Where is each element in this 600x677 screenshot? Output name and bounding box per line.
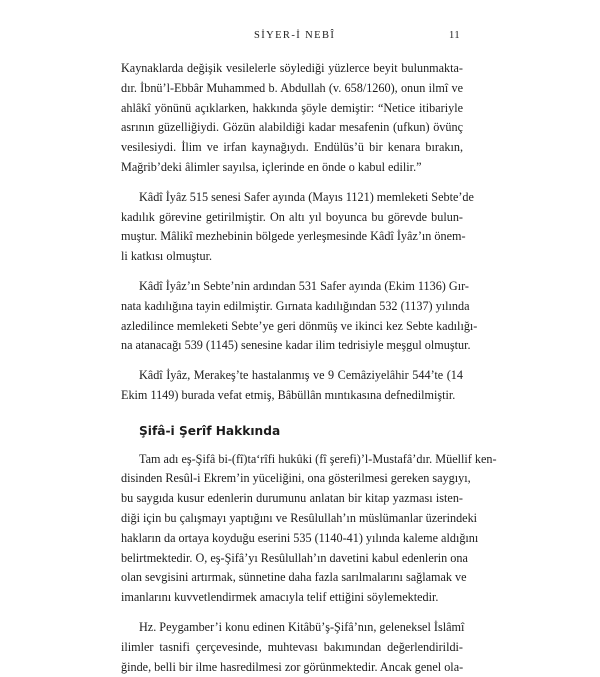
text-line: Hz. Peygamber’i konu edinen Kitâbü’ş-Şifâ’nın, geleneksel İslâmî (139, 619, 465, 634)
text-line: ğinde, belli bir ilme hasredilmesi zor görünmektedir. Ancak genel ola- (121, 659, 464, 674)
text-line: na atanacağı 539 (1145) senesine kadar ilim tedrisiyle meşgul olmuştur. (121, 338, 471, 353)
paragraph (121, 59, 463, 178)
text-line: Mağrib’deki âlimler sayılsa, içlerinde en önde o kabul edilir.” (121, 159, 422, 174)
section-title: Şifâ-i Şerîf Hakkında (139, 423, 281, 438)
paragraph (121, 450, 497, 608)
body-text (121, 59, 497, 677)
text-line: dır. İbnü’l-Ebbâr Muhammed b. Abdullah (v. 658/1260), onun ilmî ve (121, 80, 463, 95)
text-line: olan sevgisini artırmak, sünnetine daha fazla sarılmalarını sağlamak ve (121, 570, 467, 585)
text-line: vesilesiydi. İlim ve irfan kaynağıydı. Endülüs’ü bir kenara bırakın, (121, 140, 463, 155)
text-line: azledilince memleketi Sebte’ye geri dönmüş ve ikinci kez Sebte kadılığı- (121, 318, 478, 333)
text-line: diği için bu çalışmayı yaptığını ve Resûlullah’ın müslümanlar üzerindeki (121, 510, 478, 525)
page-header (0, 30, 600, 46)
text-line: Tam adı eş-Şifâ bi-(fî)ta‘rîfi hukûki (fî şerefi)’l-Mustafâ’dır. Müellif ken- (139, 451, 497, 466)
text-line: imanlarını kuvvetlendirmek amacıyla telif ettiğini söylemektedir. (121, 590, 439, 605)
text-line: Kâdî İyâz 515 senesi Safer ayında (Mayıs 1121) memleketi Sebte’de (139, 189, 474, 204)
text-line: Kâdî İyâz’ın Sebte’nin ardından 531 Safer ayında (Ekim 1136) Gır- (139, 278, 469, 293)
text-line: disinden Resûl-i Ekrem’in yüceliğini, ona gösterilmesi gereken saygıyı, (121, 471, 471, 486)
text-line: hakların da ortaya koyduğu eserini 535 (1140-41) yılında kaleme aldığını (121, 530, 479, 545)
text-line: kadılık görevine getirilmiştir. On altı yıl boyunca bu görevde bulun- (121, 209, 463, 224)
paragraph (121, 277, 478, 356)
text-line: asrının güzelliğiydi. Gözün alabildiği kadar mesafenin (ufkun) övünç (121, 120, 463, 135)
text-line: Kâdî İyâz, Merakeş’te hastalanmış ve 9 Cemâziyelâhir 544’te (14 (139, 368, 463, 383)
text-line: belirtmektedir. O, eş-Şifâ’yı Resûlullah’ın davetini kabul edenlerin ona (121, 550, 468, 565)
running-title: SİYER-İ NEBÎ (254, 30, 336, 41)
text-line: Ekim 1149) burada vefat etmiş, Bâbüllân mıntıkasına defnedilmiştir. (121, 387, 456, 402)
text-line: Kaynaklarda değişik vesilelerle söylediği yüzlerce beyit bulunmakta- (121, 61, 463, 75)
text-line: ilimler tasnifi çerçevesinde, muhtevası bakımından değerlendirildi- (121, 639, 463, 654)
text-line: ahlâkî yönünü açıklarken, hakkında şöyle demiştir: “Netice itibariyle (121, 100, 463, 115)
text-line: nata kadılığına tayin edilmiştir. Gırnata kadılığından 532 (1137) yılında (121, 298, 470, 313)
page-number: 11 (449, 30, 461, 41)
text-line: muştur. Mâlikî mezhebinin bölgede yerleşmesinde Kâdî İyâz’ın önem- (121, 229, 466, 244)
text-line: bu saygıda kusur edenlerin durumunu anlatan bir kitap yazması isten- (121, 491, 463, 506)
paragraph (121, 366, 463, 406)
text-line: li katkısı olmuştur. (121, 249, 213, 264)
paragraph (121, 618, 463, 677)
paragraph (121, 188, 474, 267)
